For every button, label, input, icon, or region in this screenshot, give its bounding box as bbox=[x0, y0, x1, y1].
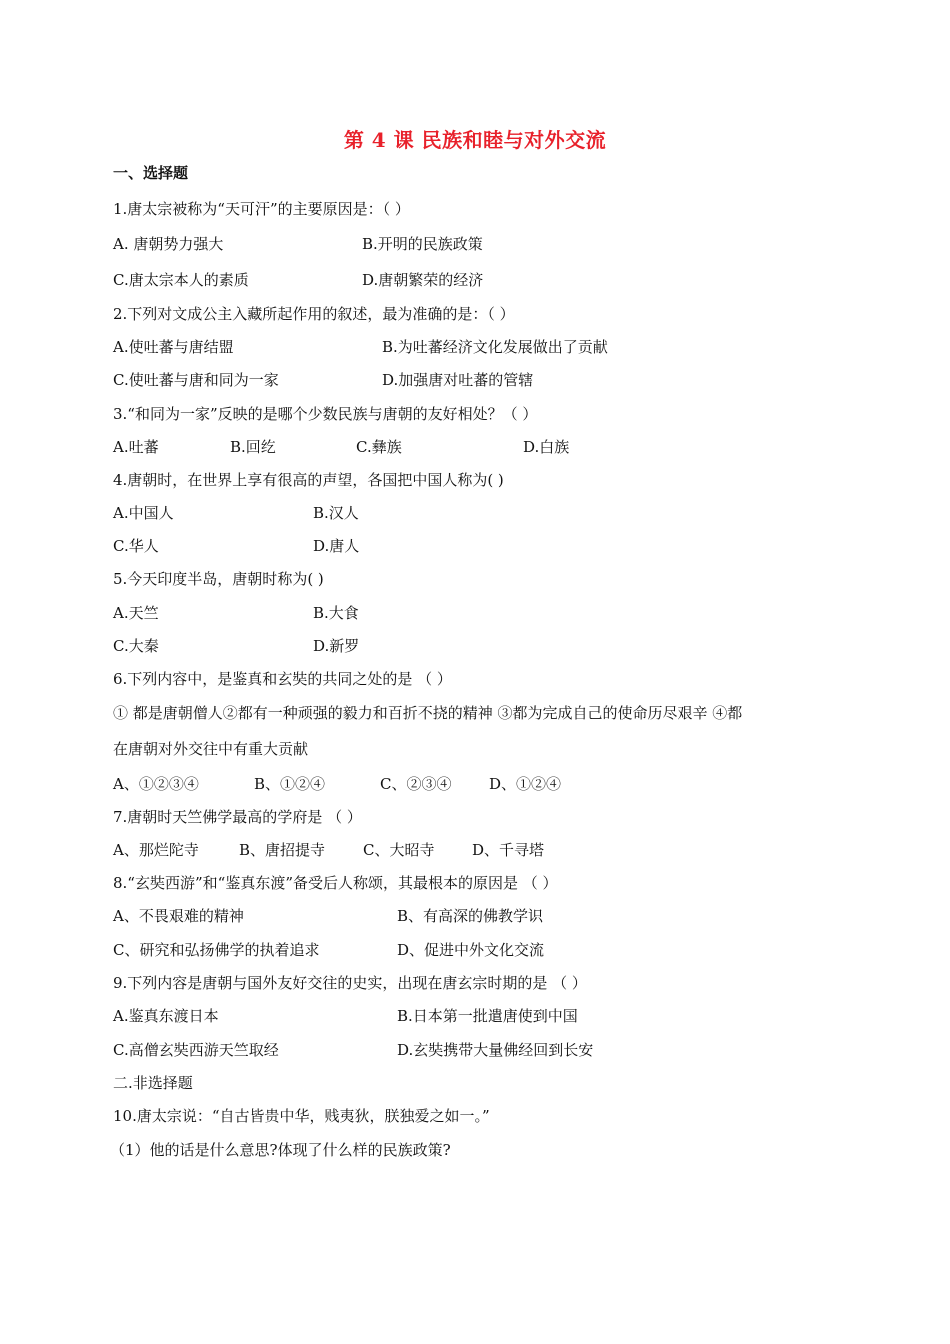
section-heading-choice: 一、选择题 bbox=[113, 164, 189, 182]
question-9-stem: 9.下列内容是唐朝与国外友好交往的史实，出现在唐玄宗时期的是 （ ） bbox=[113, 974, 587, 992]
question-10-stem: 10.唐太宗说：“自古皆贵中华，贱夷狄，朕独爱之如一。” bbox=[113, 1107, 490, 1125]
question-2-option-c: C.使吐蕃与唐和同为一家 bbox=[113, 371, 279, 389]
question-9-option-a: A.鉴真东渡日本 bbox=[113, 1007, 219, 1025]
question-6-option-d: D、①②④ bbox=[489, 775, 562, 793]
question-5-option-a: A.天竺 bbox=[113, 604, 159, 622]
question-1-stem: 1.唐太宗被称为“天可汗”的主要原因是：（ ） bbox=[113, 200, 410, 218]
question-2-option-a: A.使吐蕃与唐结盟 bbox=[113, 338, 234, 356]
question-8-option-a: A、不畏艰难的精神 bbox=[113, 907, 244, 925]
question-8-option-b: B、有高深的佛教学识 bbox=[397, 907, 544, 925]
question-6-option-a: A、①②③④ bbox=[113, 775, 199, 793]
question-2-option-d: D.加强唐对吐蕃的管辖 bbox=[382, 371, 534, 389]
question-3-option-c: C.彝族 bbox=[356, 438, 402, 456]
question-6-statements-line-2: 在唐朝对外交往中有重大贡献 bbox=[113, 740, 309, 758]
question-1-option-a: A. 唐朝势力强大 bbox=[113, 235, 224, 253]
question-1-option-b: B.开明的民族政策 bbox=[362, 235, 483, 253]
question-5-option-b: B.大食 bbox=[313, 604, 359, 622]
question-4-option-c: C.华人 bbox=[113, 537, 159, 555]
question-8-stem: 8.“玄奘西游”和“鉴真东渡”备受后人称颂，其最根本的原因是 （ ） bbox=[113, 874, 558, 892]
question-5-stem: 5.今天印度半岛，唐朝时称为( ) bbox=[113, 570, 324, 588]
question-6-statements-line-1: ① 都是唐朝僧人②都有一种顽强的毅力和百折不挠的精神 ③都为完成自己的使命历尽艰辛 ④都 bbox=[113, 704, 743, 722]
question-6-option-b: B、①②④ bbox=[254, 775, 326, 793]
question-10-sub-1: （1）他的话是什么意思?体现了什么样的民族政策? bbox=[110, 1141, 451, 1159]
question-2-option-b: B.为吐蕃经济文化发展做出了贡献 bbox=[382, 338, 608, 356]
question-8-option-d: D、促进中外文化交流 bbox=[397, 941, 545, 959]
question-4-option-b: B.汉人 bbox=[313, 504, 359, 522]
question-9-option-c: C.高僧玄奘西游天竺取经 bbox=[113, 1041, 279, 1059]
question-1-option-d: D.唐朝繁荣的经济 bbox=[362, 271, 484, 289]
page-title: 第 4 课 民族和睦与对外交流 bbox=[343, 128, 607, 152]
question-3-option-d: D.白族 bbox=[523, 438, 570, 456]
question-3-option-b: B.回纥 bbox=[230, 438, 276, 456]
question-2-stem: 2.下列对文成公主入藏所起作用的叙述，最为准确的是：（ ） bbox=[113, 305, 515, 323]
question-3-stem: 3.“和同为一家”反映的是哪个少数民族与唐朝的友好相处？（ ） bbox=[113, 405, 538, 423]
question-9-option-d: D.玄奘携带大量佛经回到长安 bbox=[397, 1041, 594, 1059]
question-7-option-a: A、那烂陀寺 bbox=[113, 841, 199, 859]
question-7-option-c: C、大昭寺 bbox=[363, 841, 435, 859]
question-4-stem: 4.唐朝时，在世界上享有很高的声望，各国把中国人称为( ) bbox=[113, 471, 504, 489]
question-6-stem: 6.下列内容中，是鉴真和玄奘的共同之处的是 （ ） bbox=[113, 670, 452, 688]
section-heading-non-choice: 二.非选择题 bbox=[113, 1074, 193, 1092]
question-8-option-c: C、研究和弘扬佛学的执着追求 bbox=[113, 941, 320, 959]
question-9-option-b: B.日本第一批遣唐使到中国 bbox=[397, 1007, 578, 1025]
question-5-option-c: C.大秦 bbox=[113, 637, 159, 655]
question-4-option-a: A.中国人 bbox=[113, 504, 174, 522]
question-3-option-a: A.吐蕃 bbox=[113, 438, 159, 456]
question-7-stem: 7.唐朝时天竺佛学最高的学府是 （ ） bbox=[113, 808, 362, 826]
question-5-option-d: D.新罗 bbox=[313, 637, 360, 655]
question-6-option-c: C、②③④ bbox=[380, 775, 452, 793]
question-4-option-d: D.唐人 bbox=[313, 537, 360, 555]
question-1-option-c: C.唐太宗本人的素质 bbox=[113, 271, 249, 289]
question-7-option-d: D、千寻塔 bbox=[472, 841, 545, 859]
question-7-option-b: B、唐招提寺 bbox=[239, 841, 326, 859]
